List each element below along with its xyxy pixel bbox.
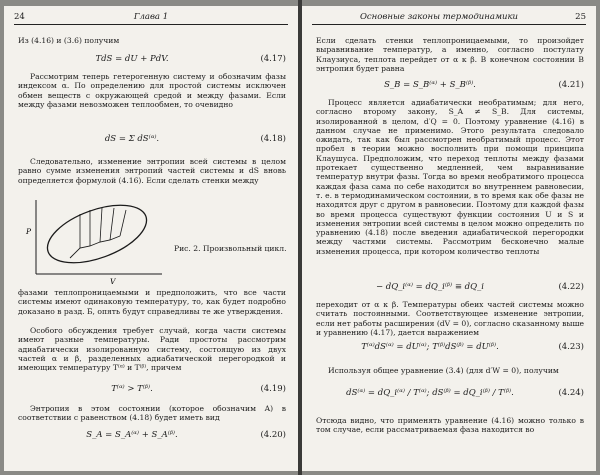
equation-formula: dS = Σ dS⁽ᵅ⁾. xyxy=(104,134,160,144)
paragraph: фазами теплопроницаемыми и предположить, что все части системы имеют одинаковую температуру, то, как будет подробно доказано в разд. Б, опять будут справедливы те же утверждения. xyxy=(18,288,286,316)
equation-4-23 xyxy=(316,342,584,356)
page-number: 24 xyxy=(14,12,25,22)
equation-formula: S_A = S_A⁽ᵅ⁾ + S_A⁽ᵝ⁾. xyxy=(86,430,178,440)
paragraph: переходит от α к β. Температуры обеих частей системы можно считать постоянными. Соответствующее изменение энтропии, если нет работы расширения (dV = 0), согласно сказанному выше и уравнению (4.17), дается выражением xyxy=(316,300,584,337)
equation-4-19 xyxy=(18,384,286,398)
equation-formula: T⁽ᵅ⁾dS⁽ᵅ⁾ = dU⁽ᵅ⁾; T⁽ᵝ⁾dS⁽ᵝ⁾ = dU⁽ᵝ⁾. xyxy=(361,342,499,352)
equation-4-21 xyxy=(316,80,584,94)
equation-4-17 xyxy=(18,54,286,68)
isotherm-line xyxy=(110,208,114,240)
equation-formula: S_B = S_B⁽ᵅ⁾ + S_B⁽ᵝ⁾. xyxy=(384,80,476,90)
cycle-curve xyxy=(40,196,154,274)
left-page xyxy=(4,6,298,471)
paragraph: Рассмотрим теперь гетерогенную систему и обозначим фазы индексом α. По определению для простой системы исключен обмен веществ с окружающей средой и между фазами. Если между фазами невозможен теплообмен, то очевидно xyxy=(18,72,286,109)
equation-formula: TdS = dU + PdV. xyxy=(95,54,169,64)
paragraph: Особого обсуждения требует случай, когда части системы имеют разные температуры. Ради простоты рассмотрим адиабатически изолированную систему, состоящую из двух частей α и β, разделенных адиабатической перегородкой и имеющих температуру T⁽ᵅ⁾ и T⁽ᵝ⁾, причем xyxy=(18,326,286,373)
page-number: 25 xyxy=(575,12,586,22)
equation-number: (4.17) xyxy=(260,54,286,64)
isotherm-line xyxy=(100,208,102,242)
axis-label-p: P xyxy=(26,227,32,236)
equation-4-20 xyxy=(18,430,286,444)
paragraph: Отсюда видно, что применять уравнение (4.16) можно только в том случае, если рассматриваемая фаза находится во xyxy=(316,416,584,435)
equation-number: (4.23) xyxy=(558,342,584,352)
equation-formula: dS⁽ᵅ⁾ = dQ_i⁽ᵅ⁾ / T⁽ᵅ⁾; dS⁽ᵝ⁾ = dQ_i⁽ᵝ⁾ / T⁽ᵝ⁾. xyxy=(346,388,514,398)
paragraph: Энтропия в этом состоянии (которое обозначим A) в соответствии с равенством (4.18) будет иметь вид xyxy=(18,404,286,423)
equation-number: (4.19) xyxy=(260,384,286,394)
axis-label-v: V xyxy=(110,277,116,286)
paragraph: Процесс является адиабатически необратимым; для него, согласно второму закону, S_A ≠ S_B. Для системы, изолированной в целом, d′Q = 0. Поэтому уравнение (4.16) в данном случае не применимо. Этого результата следовало ожидать, так как был рассмотрен необратимый процесс. Этот пробел в теории можно восполнить при помощи принципа Клаушуса. Предположим, что переход теплоты между фазами протекает существенно медленней, чем выравнивание температур внутри фазы. Тогда во время необратимого процесса каждая фаза сама по себе находится во внутреннем равновесии, т. е. в термодинамическом состоянии, в то время как обе фазы не находятся друг с другом в равновесии. Поэтому для каждой фазы во время процесса существуют функции состояния U и S и изменения энтропии всей системы в целом можно определить по уравнению (4.18) после введения адиабатической перегородки между частями системы. Рассмотрим бесконечно малые изменения процесса, при котором количество теплоты xyxy=(316,98,584,256)
pv-cycle-figure xyxy=(22,196,172,286)
figure-caption: Рис. 2. Произвольный цикл. xyxy=(174,244,287,253)
equation-4-18 xyxy=(18,134,286,148)
chapter-title: Глава 1 xyxy=(133,12,169,22)
paragraph: Используя общее уравнение (3.4) (для d′W = 0), получим xyxy=(328,366,559,375)
equation-number: (4.22) xyxy=(558,282,584,292)
chapter-title: Основные законы термодинамики xyxy=(359,12,519,22)
equation-4-22 xyxy=(316,282,584,296)
equation-formula: − dQ_i⁽ᵅ⁾ = dQ_i⁽ᵝ⁾ ≡ dQ_i xyxy=(375,282,485,292)
left-page-header xyxy=(14,12,288,25)
equation-4-24 xyxy=(316,388,584,402)
paragraph: Если сделать стенки теплопроницаемыми, то произойдет выравнивание температур, а именно, согласно постулату Клаузиуса, теплота перейдет от α к β. В конечном состоянии B энтропия будет равна xyxy=(316,36,584,73)
equation-number: (4.18) xyxy=(260,134,286,144)
right-page xyxy=(302,6,596,471)
paragraph: Следовательно, изменение энтропии всей системы в целом равно сумме изменения энтропий частей системы и dS вновь определяется формулой (4.16). Если сделать стенки между xyxy=(18,157,286,185)
equation-formula: T⁽ᵅ⁾ > T⁽ᵝ⁾. xyxy=(111,384,153,394)
paragraph: Из (4.16) и (3.6) получим xyxy=(18,36,120,45)
right-page-header xyxy=(312,12,586,25)
equation-number: (4.21) xyxy=(558,80,584,90)
cycle-path xyxy=(70,236,120,258)
equation-number: (4.20) xyxy=(260,430,286,440)
isotherm-line xyxy=(120,210,126,236)
equation-number: (4.24) xyxy=(558,388,584,398)
